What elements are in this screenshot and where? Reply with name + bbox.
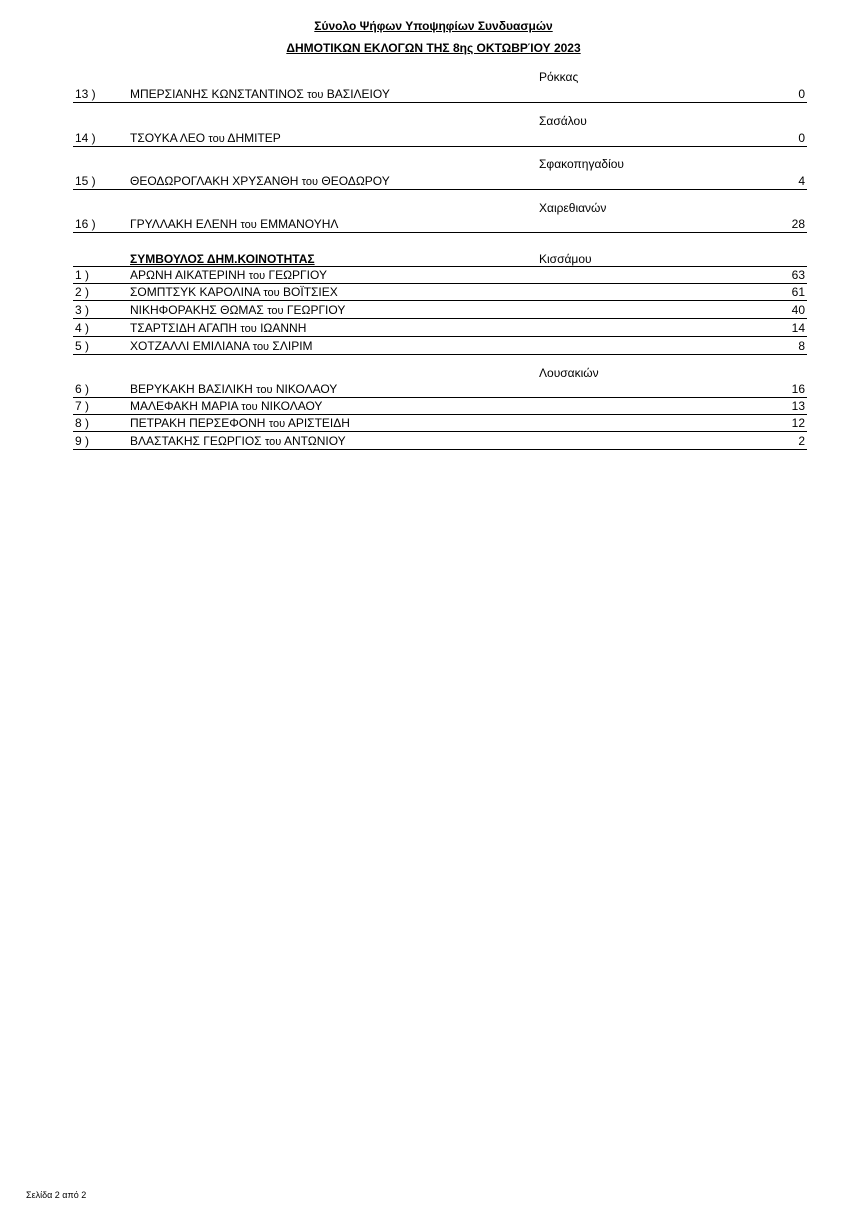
table-row <box>73 86 807 103</box>
vote-count: 16 <box>791 382 805 396</box>
candidate-name: ΤΣΟΥΚΑ ΛΕΟ του ΔΗΜΙΤΕΡ <box>130 131 281 145</box>
table-row <box>73 398 807 415</box>
table-row <box>73 381 807 398</box>
table-row <box>73 173 807 190</box>
table-row <box>73 320 807 337</box>
row-number: 8 ) <box>75 416 90 430</box>
row-number: 16 ) <box>75 217 96 231</box>
vote-count: 61 <box>791 285 805 299</box>
candidate-name: ΧΟΤΖΑΛΛΙ ΕΜΙΛΙΑΝΑ του ΣΛΙΡΙΜ <box>130 339 313 353</box>
table-row <box>73 338 807 355</box>
vote-count: 2 <box>798 434 805 448</box>
row-number: 4 ) <box>75 321 90 335</box>
row-number: 14 ) <box>75 131 96 145</box>
vote-count: 12 <box>791 416 805 430</box>
table-row <box>73 130 807 147</box>
vote-count: 4 <box>798 174 805 188</box>
candidate-name: ΜΠΕΡΣΙΑΝΗΣ ΚΩΝΣΤΑΝΤΙΝΟΣ του ΒΑΣΙΛΕΙΟΥ <box>130 87 390 101</box>
candidate-name: ΤΣΑΡΤΣΙΔΗ ΑΓΑΠΗ του ΙΩΑΝΝΗ <box>130 321 307 335</box>
section-label-rokkas: Ρόκκας <box>539 70 579 84</box>
row-number: 2 ) <box>75 285 90 299</box>
row-number: 1 ) <box>75 268 90 282</box>
vote-count: 13 <box>791 399 805 413</box>
section-label-sfakopigadiou: Σφακοπηγαδίου <box>539 157 624 171</box>
table-row <box>73 284 807 301</box>
row-number: 6 ) <box>75 382 90 396</box>
row-number: 5 ) <box>75 339 90 353</box>
document-subtitle: ΔΗΜΟΤΙΚΩΝ ΕΚΛΟΓΩΝ ΤΗΣ 8ης ΟΚΤΩΒΡΊΟΥ 2023 <box>286 41 581 55</box>
document-title: Σύνολο Ψήφων Υποψηφίων Συνδυασμών <box>314 19 553 33</box>
section-label-lousakion: Λουσακιών <box>539 366 599 380</box>
candidate-name: ΘΕΟΔΩΡΟΓΛΑΚΗ ΧΡΥΣΑΝΘΗ του ΘΕΟΔΩΡΟΥ <box>130 174 390 188</box>
candidate-name: ΓΡΥΛΛΑΚΗ ΕΛΕΝΗ του ΕΜΜΑΝΟΥΗΛ <box>130 217 339 231</box>
section-label-kissamou: Κισσάμου <box>539 252 592 266</box>
row-number: 9 ) <box>75 434 90 448</box>
vote-count: 8 <box>798 339 805 353</box>
row-number: 7 ) <box>75 399 90 413</box>
table-row <box>73 433 807 450</box>
row-number: 13 ) <box>75 87 96 101</box>
table-row <box>73 302 807 319</box>
vote-count: 40 <box>791 303 805 317</box>
section-label-sasalou: Σασάλου <box>539 114 587 128</box>
candidate-name: ΣΟΜΠΤΣΥΚ ΚΑΡΟΛΙΝΑ του ΒΟΪΤΣΙΕΧ <box>130 285 338 299</box>
table-row <box>73 415 807 432</box>
vote-count: 14 <box>791 321 805 335</box>
candidate-name: ΒΕΡΥΚΑΚΗ ΒΑΣΙΛΙΚΗ του ΝΙΚΟΛΑΟΥ <box>130 382 338 396</box>
table-row <box>73 266 807 284</box>
vote-count: 63 <box>791 268 805 282</box>
table-row <box>73 216 807 233</box>
vote-count: 0 <box>798 87 805 101</box>
row-number: 15 ) <box>75 174 96 188</box>
candidate-name: ΜΑΛΕΦΑΚΗ ΜΑΡΙΑ του ΝΙΚΟΛΑΟΥ <box>130 399 323 413</box>
candidate-name: ΑΡΩΝΗ ΑΙΚΑΤΕΡΙΝΗ του ΓΕΩΡΓΙΟΥ <box>130 268 327 282</box>
vote-count: 28 <box>791 217 805 231</box>
page-number: Σελίδα 2 από 2 <box>26 1190 87 1200</box>
section-label-chairethianon: Χαιρεθιανών <box>539 201 607 215</box>
vote-count: 0 <box>798 131 805 145</box>
row-number: 3 ) <box>75 303 90 317</box>
group-heading: ΣΥΜΒΟΥΛΟΣ ΔΗΜ.ΚΟΙΝΟΤΗΤΑΣ <box>130 252 315 266</box>
candidate-name: ΒΛΑΣΤΑΚΗΣ ΓΕΩΡΓΙΟΣ του ΑΝΤΩΝΙΟΥ <box>130 434 346 448</box>
candidate-name: ΠΕΤΡΑΚΗ ΠΕΡΣΕΦΟΝΗ του ΑΡΙΣΤΕΙΔΗ <box>130 416 350 430</box>
candidate-name: ΝΙΚΗΦΟΡΑΚΗΣ ΘΩΜΑΣ του ΓΕΩΡΓΙΟΥ <box>130 303 346 317</box>
